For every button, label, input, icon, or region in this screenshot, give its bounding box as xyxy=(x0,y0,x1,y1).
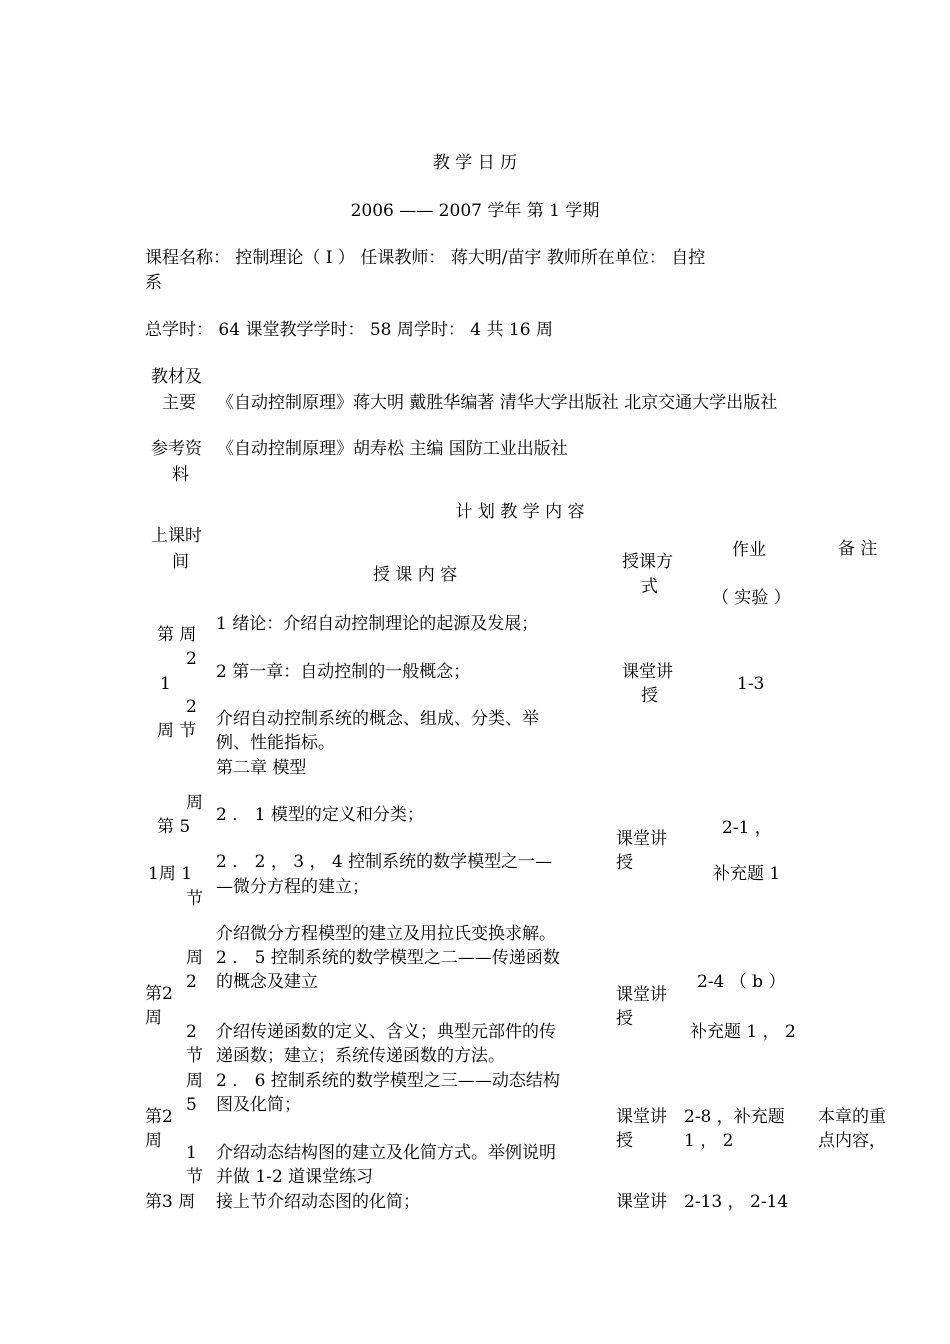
row2-content: 介绍微分方程模型的建立及用拉氏变换求解。 xyxy=(216,924,556,944)
row4-content: 2 ． 6 控制系统的数学模型之三——动态结构 xyxy=(216,1071,560,1091)
document-title: 教 学 日 历 xyxy=(432,153,518,173)
row4-homework: 2-8 ，补充题 xyxy=(684,1107,785,1127)
row1-time: 第 周 xyxy=(157,625,197,645)
row4-time: 节 xyxy=(186,1167,203,1187)
textbook-label: 教材及 xyxy=(151,367,202,387)
row1-time: 2 xyxy=(186,649,197,669)
row1-time: 周 节 xyxy=(157,721,197,741)
row4-content: 图及化简； xyxy=(216,1095,301,1115)
row5-content: 接上节介绍动态图的化简； xyxy=(216,1192,420,1212)
row2-content: —微分方程的建立； xyxy=(216,877,369,897)
row4-time: 第2 xyxy=(145,1107,173,1127)
header-time: 上课时 xyxy=(151,526,202,546)
header-homework-2: （ 实验 ） xyxy=(712,588,791,608)
row3-time: 第2 xyxy=(145,984,173,1004)
row2-method: 授 xyxy=(616,853,633,873)
header-remarks: 备 注 xyxy=(838,539,878,559)
row3-homework: 补充题 1 ， 2 xyxy=(690,1022,796,1042)
row2-content: 2 ． 1 模型的定义和分类； xyxy=(216,805,424,825)
row1-homework: 1-3 xyxy=(737,674,765,694)
row4-content: 并做 1-2 道课堂练习 xyxy=(216,1167,374,1187)
row2-time: 节 xyxy=(186,889,203,909)
header-homework: 作业 xyxy=(732,540,766,560)
row4-remarks: 本章的重 xyxy=(818,1107,886,1127)
row2-homework: 补充题 1 xyxy=(713,864,781,884)
row4-remarks: 点内容， xyxy=(818,1131,886,1151)
row4-time: 周 xyxy=(145,1131,162,1151)
row3-method: 课堂讲 xyxy=(616,985,667,1005)
row3-time: 节 xyxy=(186,1046,203,1066)
row3-content: 递函数；建立；系统传递函数的方法。 xyxy=(216,1046,505,1066)
header-content: 授 课 内 容 xyxy=(372,565,458,585)
row1-time: 2 xyxy=(186,697,197,717)
row4-time: 1 xyxy=(186,1143,197,1163)
row1-time: 1 xyxy=(160,674,171,694)
row2-time: 1周 1 xyxy=(148,864,193,884)
reference-label-2: 料 xyxy=(172,465,189,485)
row1-method: 课堂讲 xyxy=(622,662,673,682)
row4-time: 5 xyxy=(186,1095,197,1115)
reference-value: 《自动控制原理》胡寿松 主编 国防工业出版社 xyxy=(217,439,568,459)
row3-content: 介绍传递函数的定义、含义；典型元部件的传 xyxy=(216,1022,556,1042)
course-info-line-wrap: 系 xyxy=(145,273,162,293)
row3-time: 周 xyxy=(145,1008,162,1028)
row1-content: 例、性能指标。 xyxy=(216,733,335,753)
row2-content: 2 ． 2 ， 3 ， 4 控制系统的数学模型之一— xyxy=(216,852,553,872)
row1-method: 授 xyxy=(641,686,658,706)
row3-time: 2 xyxy=(186,972,197,992)
row3-time: 周 xyxy=(186,948,203,968)
header-time-2: 间 xyxy=(172,552,189,572)
row1-content: 2 第一章：自动控制的一般概念； xyxy=(216,662,471,682)
row2-content: 第二章 模型 xyxy=(216,758,307,778)
semester-line: 2006 —— 2007 学年 第 1 学期 xyxy=(350,201,600,221)
hours-line: 总学时： 64 课堂教学学时： 58 周学时： 4 共 16 周 xyxy=(145,320,553,340)
row4-method: 授 xyxy=(616,1131,633,1151)
row2-method: 课堂讲 xyxy=(616,829,667,849)
row1-content: 介绍自动控制系统的概念、组成、分类、举 xyxy=(216,709,539,729)
row2-time: 周 xyxy=(186,793,203,813)
course-info-line: 课程名称： 控制理论（ Ⅰ ） 任课教师： 蒋大明/苗宇 教师所在单位： 自控 xyxy=(145,248,706,268)
textbook-label-2: 主要 xyxy=(162,393,196,413)
row5-homework: 2-13 ， 2-14 xyxy=(684,1192,789,1212)
row3-method: 授 xyxy=(616,1009,633,1029)
row5-time: 第3 周 xyxy=(145,1192,196,1212)
row3-content: 2 ． 5 控制系统的数学模型之二——传递函数 xyxy=(216,948,560,968)
textbook-value: 《自动控制原理》蒋大明 戴胜华编著 清华大学出版社 北京交通大学出版社 xyxy=(217,393,778,413)
row4-method: 课堂讲 xyxy=(616,1107,667,1127)
reference-label: 参考资 xyxy=(151,439,202,459)
header-method-2: 式 xyxy=(641,577,658,597)
row4-content: 介绍动态结构图的建立及化简方式。举例说明 xyxy=(216,1143,556,1163)
header-method: 授课方 xyxy=(622,552,673,572)
row2-homework: 2-1 ， xyxy=(722,818,772,838)
row1-content: 1 绪论：介绍自动控制理论的起源及发展； xyxy=(216,614,539,634)
row4-time: 周 xyxy=(186,1071,203,1091)
row3-homework: 2-4 （ b ） xyxy=(697,972,786,992)
row4-homework: 1 ， 2 xyxy=(684,1131,734,1151)
row2-time: 第 5 xyxy=(157,817,191,837)
row5-method: 课堂讲 xyxy=(616,1192,667,1212)
plan-title: 计 划 教 学 内 容 xyxy=(455,502,585,522)
row3-time: 2 xyxy=(186,1022,197,1042)
row3-content: 的概念及建立 xyxy=(216,972,318,992)
